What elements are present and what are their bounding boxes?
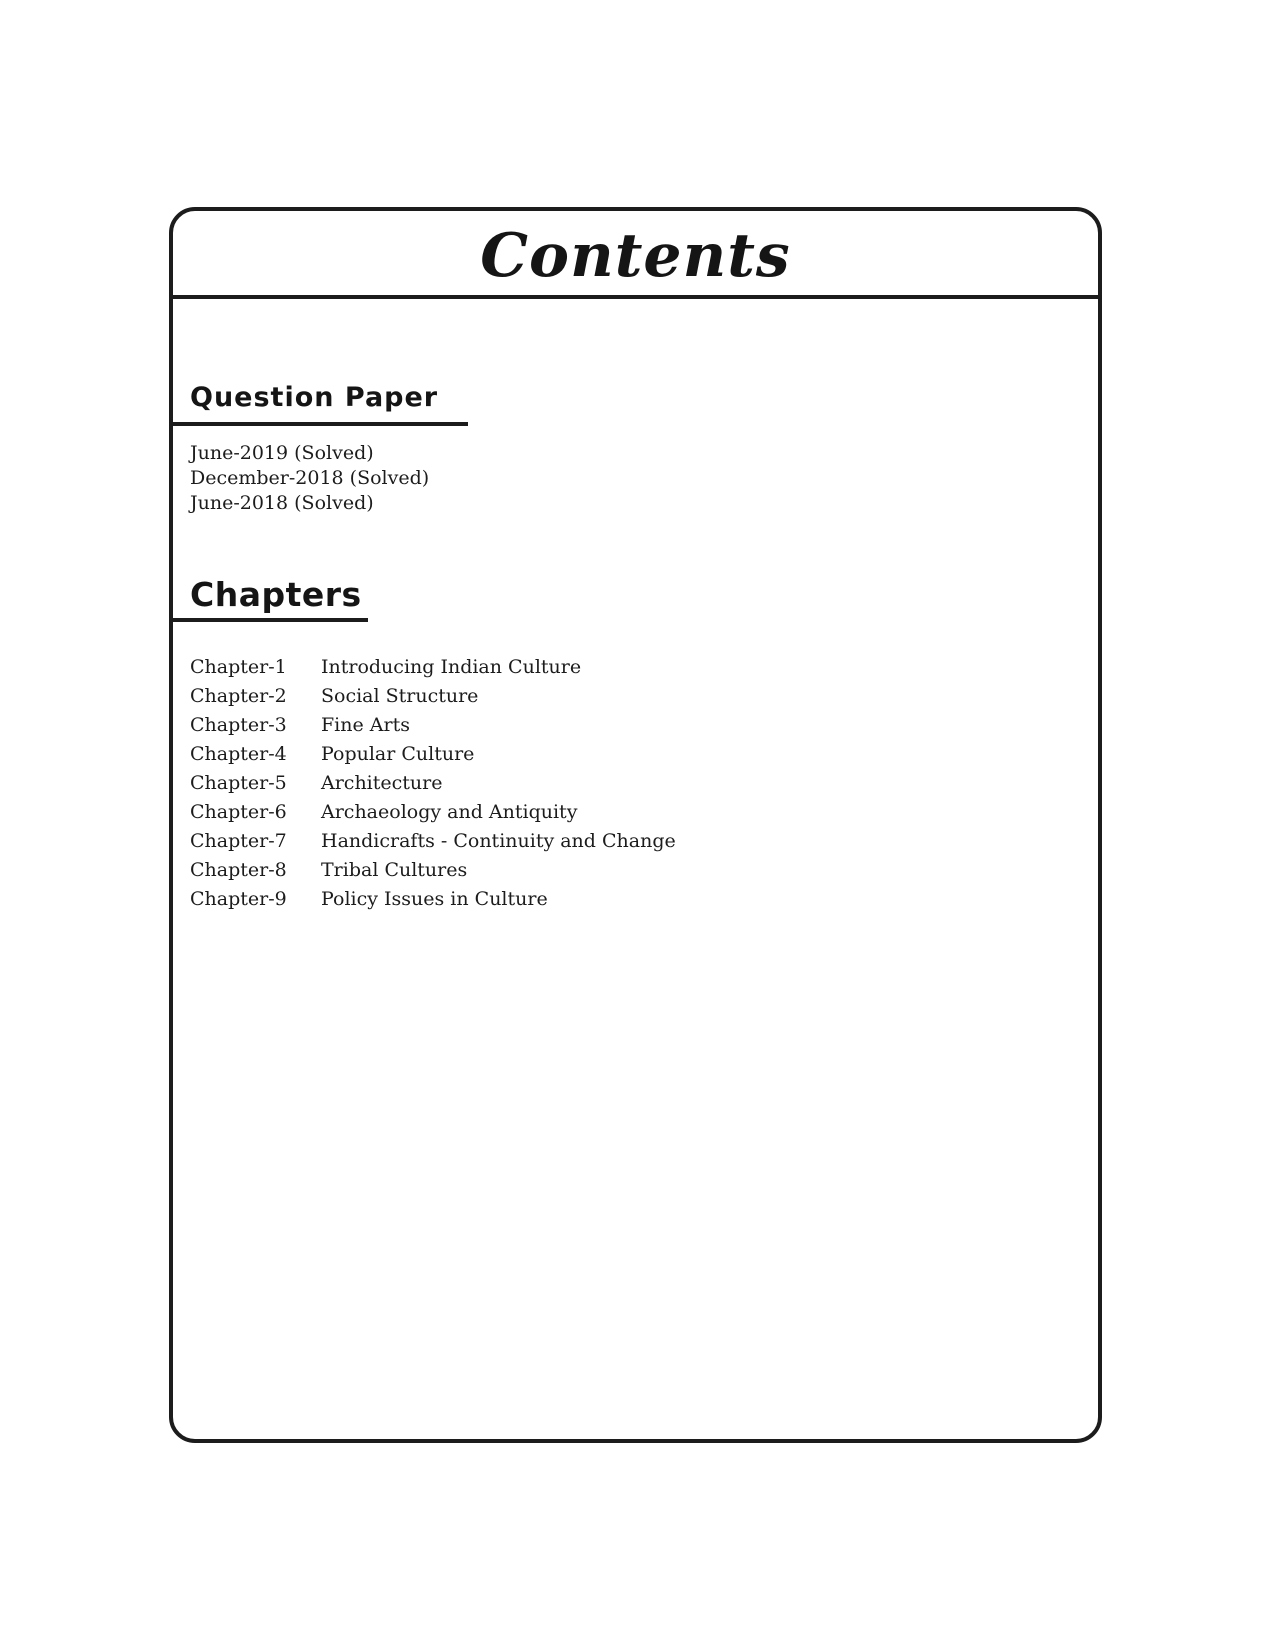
chapter-row xyxy=(190,856,676,885)
chapter-title: Policy Issues in Culture xyxy=(321,888,548,910)
question-paper-underline xyxy=(173,422,468,426)
chapter-row xyxy=(190,798,676,827)
chapter-row xyxy=(190,827,676,856)
chapter-row xyxy=(190,740,676,769)
contents-frame xyxy=(169,207,1102,1443)
chapter-row xyxy=(190,682,676,711)
page-title: Contents xyxy=(480,221,791,291)
chapters-underline xyxy=(173,618,368,622)
chapter-title: Architecture xyxy=(321,772,443,794)
chapter-row xyxy=(190,711,676,740)
chapter-number: Chapter-9 xyxy=(190,888,287,910)
chapter-number: Chapter-5 xyxy=(190,772,287,794)
chapter-number: Chapter-3 xyxy=(190,714,287,736)
chapter-title: Fine Arts xyxy=(321,714,410,736)
chapter-number: Chapter-1 xyxy=(190,656,287,678)
chapter-title: Social Structure xyxy=(321,685,479,707)
chapter-title: Tribal Cultures xyxy=(321,859,468,881)
chapter-row xyxy=(190,653,676,682)
chapter-number: Chapter-2 xyxy=(190,685,287,707)
chapter-number: Chapter-7 xyxy=(190,830,287,852)
question-paper-list xyxy=(190,441,429,516)
chapter-title: Popular Culture xyxy=(321,743,475,765)
question-paper-item: December-2018 (Solved) xyxy=(190,467,430,489)
chapter-number: Chapter-4 xyxy=(190,743,287,765)
chapter-number: Chapter-8 xyxy=(190,859,287,881)
chapter-number: Chapter-6 xyxy=(190,801,287,823)
chapters-heading: Chapters xyxy=(190,575,362,614)
title-bar xyxy=(173,211,1098,299)
chapter-row xyxy=(190,885,676,914)
question-paper-heading: Question Paper xyxy=(190,382,439,413)
question-paper-item: June-2019 (Solved) xyxy=(190,442,374,464)
chapter-title: Archaeology and Antiquity xyxy=(321,801,578,823)
chapters-list xyxy=(190,653,676,914)
chapter-title: Handicrafts - Continuity and Change xyxy=(321,830,676,852)
chapter-title: Introducing Indian Culture xyxy=(321,656,582,678)
chapter-row xyxy=(190,769,676,798)
question-paper-item: June-2018 (Solved) xyxy=(190,492,374,514)
